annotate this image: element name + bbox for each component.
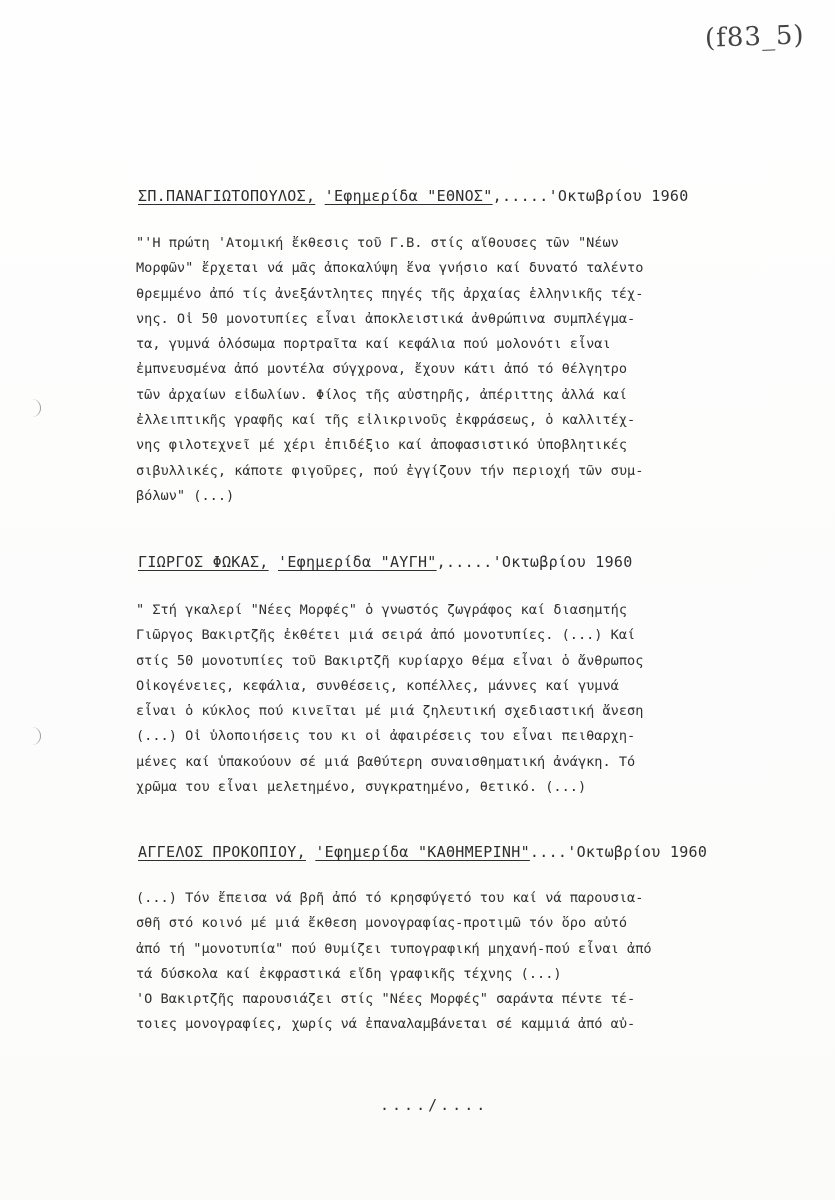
text-line: "'Η πρώτη 'Ατομική ἔκθεσις τοῦ Γ.Β. στίς αἴθουσες τῶν "Νέων — [136, 235, 619, 251]
review-date: ,.....'Οκτωβρίου 1960 — [492, 187, 689, 205]
review-heading — [138, 843, 707, 861]
review-author: ΑΓΓΕΛΟΣ ΠΡΟΚΟΠΙΟΥ, — [138, 843, 306, 861]
text-line: τῶν ἀρχαίων εἰδωλίων. Φίλος τῆς αὐστηρῆς, ἀπέριττης ἀλλά καί — [136, 386, 628, 403]
text-line: θρεμμένο ἀπό τίς ἀνεξάντλητες πηγές τῆς ἀρχαίας ἑλληνικῆς τέχ- — [136, 285, 644, 302]
text-line: τοιες μονογραφίες, χωρίς νά ἐπαναλαμβάνεται σέ καμμιά ἀπό αὐ- — [136, 1016, 636, 1033]
review-quote — [136, 886, 736, 1038]
text-line: στίς 50 μονοτυπίες τοῦ Βακιρτζῆ κυρίαρχο θέμα εἶναι ὁ ἄνθρωπος — [136, 652, 644, 669]
text-line: (...) Οἱ ὑλοποιήσεις του κι οἱ ἀφαιρέσεις του εἶναι πειθαρχη- — [136, 728, 636, 745]
review-heading — [138, 553, 633, 571]
review-quote — [136, 598, 736, 800]
text-line: χρῶμα του εἶναι μελετημένο, συγκρατημένο, θετικό. (...) — [136, 779, 587, 796]
archive-reference-mark: (f83_5) — [704, 20, 806, 54]
text-line: σιβυλλικές, κάποτε φιγοῦρες, πού ἐγγίζουν τήν περιοχή τῶν συμ- — [136, 462, 644, 479]
review-newspaper: 'Εφημερίδα "ΕΘΝΟΣ" — [324, 187, 493, 205]
text-line: τα, γυμνά ὁλόσωμα πορτραῖτα καί κεφάλια πού μολονότι εἶναι — [136, 336, 611, 353]
review-heading — [138, 187, 689, 205]
review-date: ,.....'Οκτωβρίου 1960 — [436, 553, 633, 571]
punch-hole-mark — [30, 727, 41, 745]
review-newspaper: 'Εφημερίδα "ΚΑΘΗΜΕΡΙΝΗ" — [315, 843, 530, 861]
text-line: Οἰκογένειες, κεφάλια, συνθέσεις, κοπέλλες, μάννες καί γυμνά — [136, 677, 619, 694]
review-newspaper: 'Εφημερίδα "ΑΥΓΗ" — [277, 553, 437, 571]
punch-hole-mark — [30, 399, 41, 417]
text-line: σθῆ στό κοινό μέ μιά ἔκθεση μονογραφίας-προτιμῶ τόν ὅρο αὐτό — [136, 915, 628, 932]
review-date: ....'Οκτωβρίου 1960 — [529, 843, 708, 861]
text-line: μένες καί ὑπακούουν σέ μιά βαθύτερη συναισθηματική ἀνάγκη. Τό — [136, 753, 636, 770]
text-line: Γιῶργος Βακιρτζῆς ἐκθέτει μιά σειρά ἀπό μονοτυπίες. (...) Καί — [136, 627, 636, 644]
text-line: Μορφῶν" ἔρχεται νά μᾶς ἀποκαλύψη ἕνα γνήσιο καί δυνατό ταλέντο — [136, 260, 644, 277]
review-author: ΣΠ.ΠΑΝΑΓΙΩΤΟΠΟΥΛΟΣ, — [138, 187, 316, 205]
text-line: εἶναι ὁ κύκλος πού κινεῖται μέ μιά ζηλευτική σχεδιαστική ἄνεση — [136, 703, 644, 720]
text-line: τά δύσκολα καί ἐκφραστικά εἴδη γραφικῆς τέχνης (...) — [136, 965, 562, 982]
review-quote — [136, 231, 736, 509]
text-line: νης. Οἱ 50 μονοτυπίες εἶναι ἀποκλειστικά ἀνθρώπινα συμπλέγμα- — [136, 310, 636, 327]
text-line: 'Ο Βακιρτζῆς παρουσιάζει στίς "Νέες Μορφές" σαράντα πέντε τέ- — [136, 991, 636, 1008]
text-line: νης φιλοτεχνεῖ μέ χέρι ἐπιδέξιο καί ἀποφασιστικό ὑποβλητικές — [136, 437, 628, 454]
continuation-marker: ..../.... — [380, 1096, 489, 1114]
text-line: (...) Τόν ἔπεισα νά βρῆ ἀπό τό κρησφύγετό του καί νά παρουσια- — [136, 890, 644, 906]
text-line: ἀπό τή "μονοτυπία" πού θυμίζει τυπογραφική μηχανή-πού εἶναι ἀπό — [136, 940, 652, 957]
text-line: ἐλλειπτικῆς γραφῆς καί τῆς εἰλικρινοῦς ἐκφράσεως, ὁ καλλιτέχ- — [136, 412, 636, 429]
text-line: ἐμπνευσμένα ἀπό μοντέλα σύγχρονα, ἔχουν κάτι ἀπό τό θέλγητρο — [136, 361, 628, 378]
text-line: " Στή γκαλερί "Νέες Μορφές" ὁ γνωστός ζωγράφος καί διασημτής — [136, 602, 628, 618]
text-line: βόλων" (...) — [136, 487, 235, 504]
review-author: ΓΙΩΡΓΟΣ ΦΩΚΑΣ, — [138, 553, 269, 571]
